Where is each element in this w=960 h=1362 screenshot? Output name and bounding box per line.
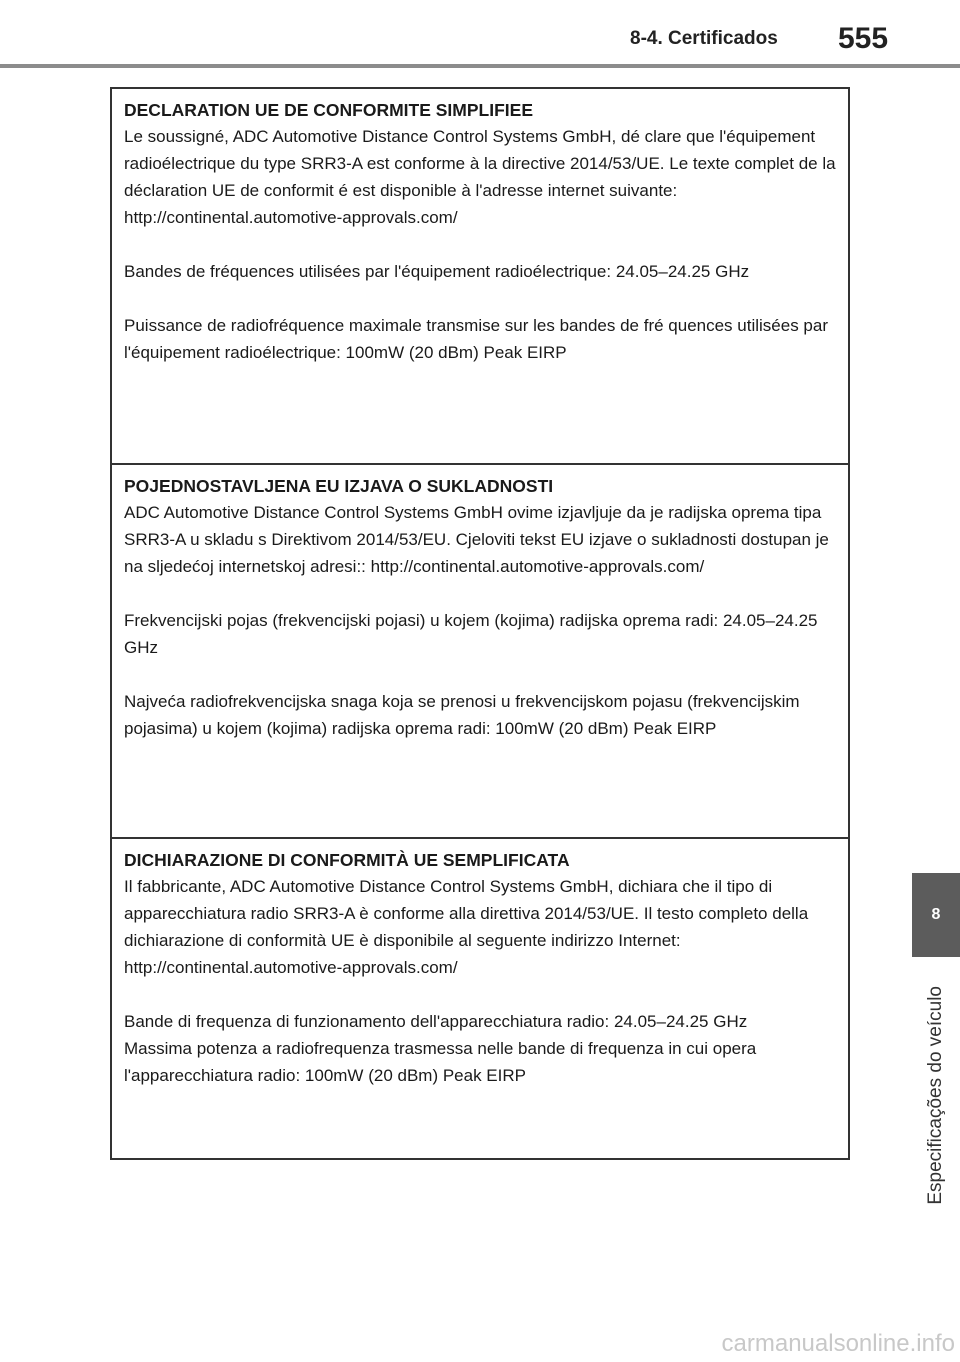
paragraph: Frekvencijski pojas (frekvencijski pojasi) u kojem (kojima) radijska oprema radi: 24.05–24.25 GHz: [124, 611, 818, 657]
section-title: DICHIARAZIONE DI CONFORMITÀ UE SEMPLIFICATA: [124, 850, 570, 870]
paragraph: Massima potenza a radiofrequenza trasmessa nelle bande di frequenza in cui opera l'apparecchiatura radio: 100mW (20 dBm) Peak EIRP: [124, 1039, 757, 1085]
paragraph: ADC Automotive Distance Control Systems GmbH ovime izjavljuje da je radijska oprema tipa SRR3-A u skladu s Direktivom 2014/53/EU. Cjeloviti tekst EU izjave o sukladnosti dostupan je na sljedećoj internetskoj adresi:: http://continental.automotive-approvals.com/: [124, 503, 829, 576]
section-title: POJEDNOSTAVLJENA EU IZJAVA O SUKLADNOSTI: [124, 476, 554, 496]
paragraph: Le soussigné, ADC Automotive Distance Control Systems GmbH, dé clare que l'équipement radioélectrique du type SRR3-A est conforme à la directive 2014/53/UE. Le texte complet de la déclaration UE de conformit é est disponible à l'adresse internet suivante: http://continental.automotive-approvals.com/: [124, 127, 836, 227]
paragraph: Puissance de radiofréquence maximale transmise sur les bandes de fré quences utilisées par l'équipement radioélectrique: 100mW (20 dBm) Peak EIRP: [124, 316, 828, 362]
chapter-label-text: Especificações do veículo: [925, 985, 946, 1205]
section-title: DECLARATION UE DE CONFORMITE SIMPLIFIEE: [124, 100, 533, 120]
paragraph: Il fabbricante, ADC Automotive Distance Control Systems GmbH, dichiara che il tipo di apparecchiatura radio SRR3-A è conforme alla direttiva 2014/53/UE. Il testo completo della dichiarazione di conformità UE è disponibile al seguente indirizzo Internet: http://continental.automotive-approvals.com/: [124, 877, 809, 977]
section-french-declaration: [112, 89, 848, 465]
section-croatian-declaration: [112, 465, 848, 839]
section-header-title: 8-4. Certificados: [630, 28, 778, 49]
chapter-side-label: [912, 965, 960, 1225]
paragraph: Bandes de fréquences utilisées par l'équipement radioélectrique: 24.05–24.25 GHz: [124, 262, 750, 281]
header-divider: [0, 64, 960, 68]
page-number: 555: [838, 22, 889, 55]
section-italian-declaration: [112, 839, 848, 1158]
chapter-number-tab[interactable]: 8: [912, 873, 960, 957]
paragraph: Bande di frequenza di funzionamento dell'apparecchiatura radio: 24.05–24.25 GHz: [124, 1012, 748, 1031]
certificate-box: [110, 87, 850, 1160]
paragraph: Najveća radiofrekvencijska snaga koja se prenosi u frekvencijskom pojasu (frekvencijskim pojasima) u kojem (kojima) radijska oprema radi: 100mW (20 dBm) Peak EIRP: [124, 692, 800, 738]
watermark-link[interactable]: carmanualsonline.info: [721, 1330, 955, 1357]
